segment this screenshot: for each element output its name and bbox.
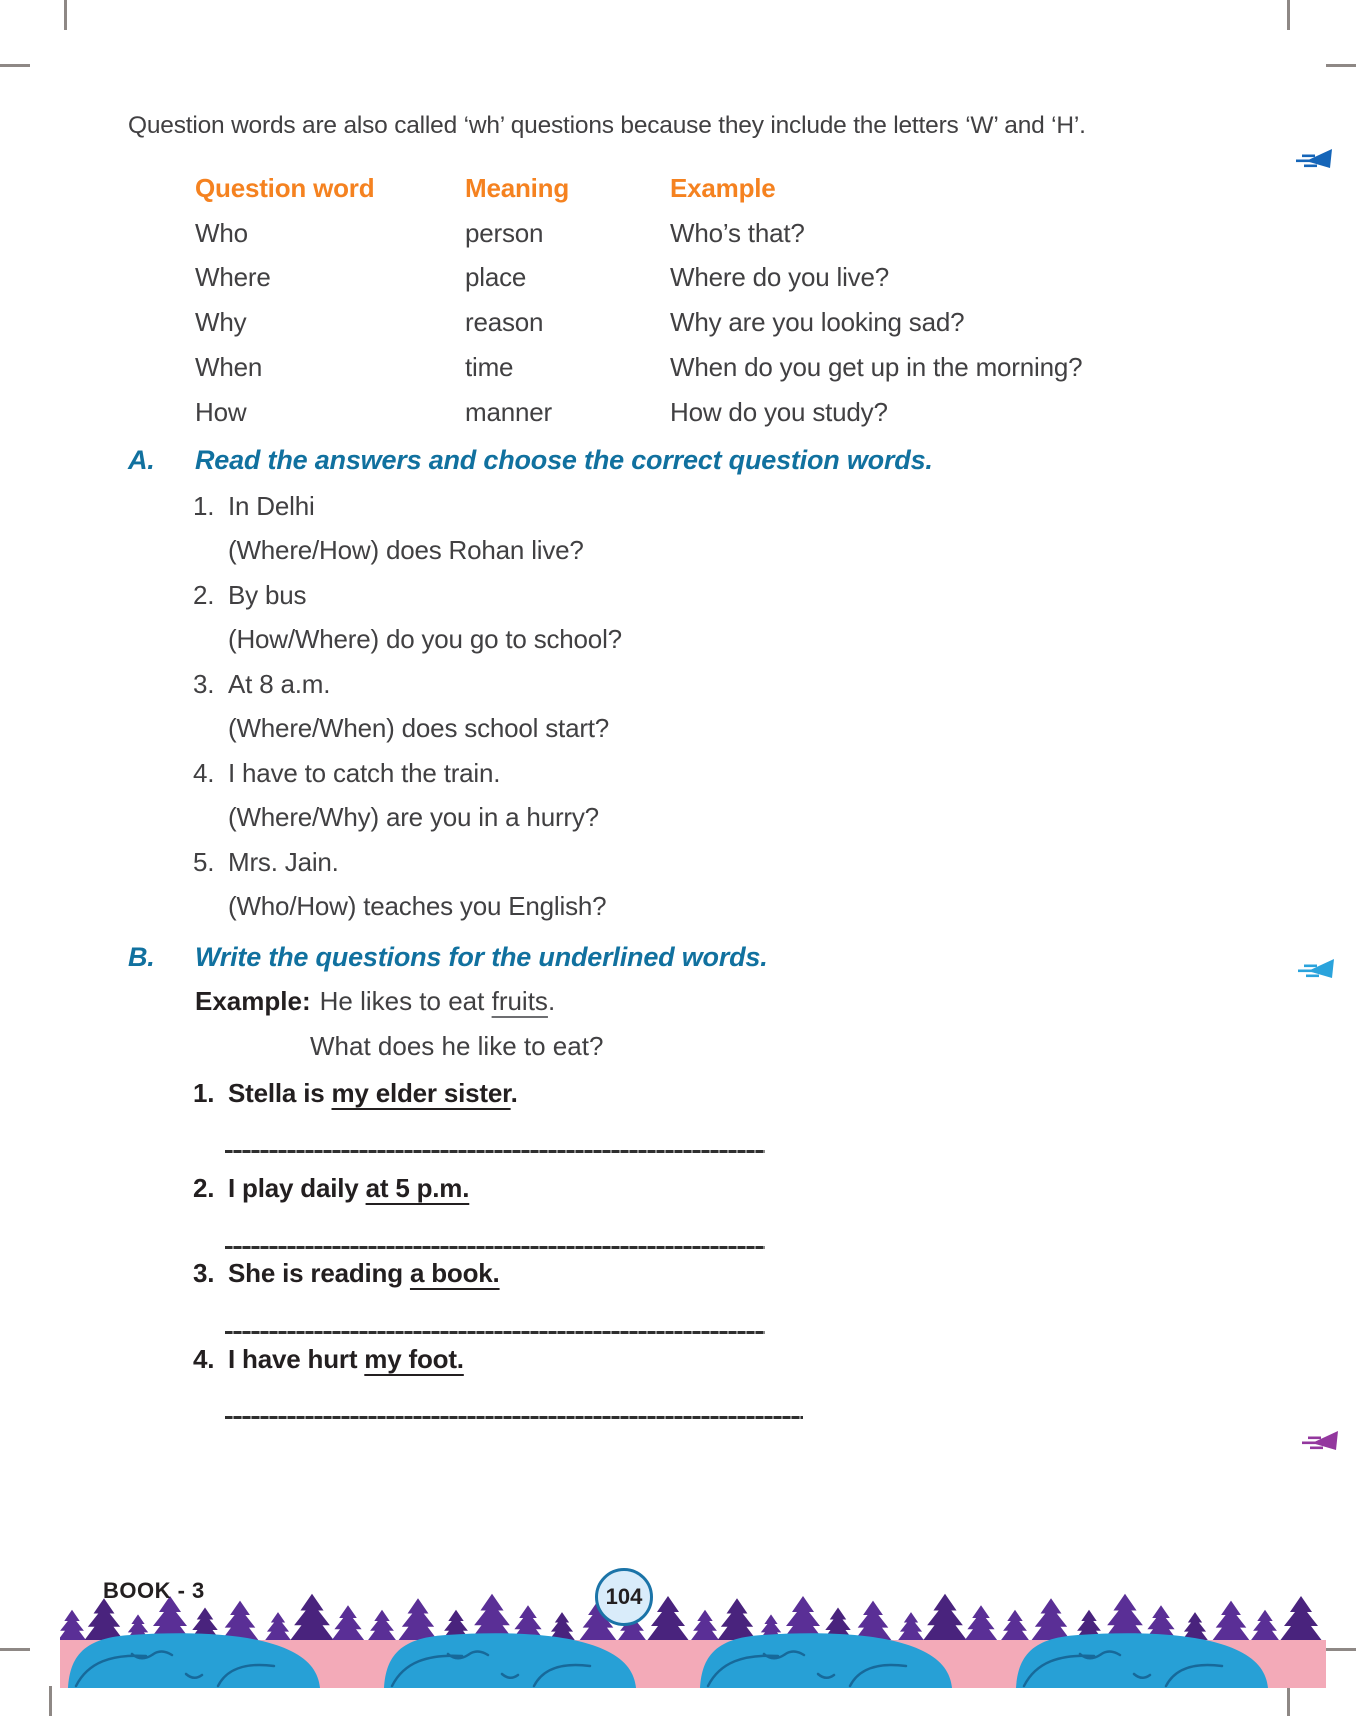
section-b-title: Write the questions for the underlined words. [195,942,768,972]
question-words-table [195,166,1270,435]
list-item-question [193,707,622,752]
table-cell: Why are you looking sad? [670,307,965,338]
list-item [193,484,622,529]
section-a-title: Read the answers and choose the correct question words. [195,445,933,475]
crop-mark [1326,1648,1356,1651]
footer-forest-river-illustration [60,1590,1326,1688]
item-question: (Who/How) teaches you English? [228,891,607,922]
item-answer: I have to catch the train. [228,757,501,788]
table-cell: When [195,352,263,383]
table-header-question-word: Question word [195,172,375,203]
table-cell: person [465,217,544,248]
underlined-word: at 5 p.m. [365,1173,470,1203]
table-cell: Who [195,217,248,248]
paper-dart-icon [1302,1430,1338,1452]
table-cell: Who’s that? [670,217,805,248]
item-question: (Where/Why) are you in a hurry? [228,802,599,833]
paper-dart-icon [1298,958,1334,980]
example-underlined-word: fruits [491,986,548,1016]
item-question: (Where/How) does Rohan live? [228,535,584,566]
list-item-question [193,529,622,574]
item-number: 4. [193,1344,215,1374]
item-number: 2. [193,579,215,610]
list-item [193,1344,464,1375]
item-sentence: I play daily at 5 p.m. [228,1173,470,1203]
table-cell: time [465,352,514,383]
list-item [193,1078,518,1109]
crop-mark [0,64,30,67]
table-header-meaning: Meaning [465,172,570,203]
item-answer: Mrs. Jain. [228,846,339,877]
table-cell: place [465,262,527,293]
list-item-question [193,885,622,930]
item-number: 3. [193,668,215,699]
item-number: 1. [193,490,215,521]
answer-blank-line[interactable] [225,1331,765,1334]
example-answer: What does he like to eat? [310,1031,604,1061]
item-sentence: I have hurt my foot. [228,1344,464,1374]
table-cell: Why [195,307,247,338]
example-pre: He likes to eat [319,986,492,1016]
list-item [193,751,622,796]
book-label: BOOK - 3 [103,1578,205,1603]
table-header-example: Example [670,172,776,203]
crop-mark [49,1686,52,1716]
item-question: (Where/When) does school start? [228,713,610,744]
item-number: 4. [193,757,215,788]
item-answer: In Delhi [228,490,315,521]
table-cell: reason [465,307,544,338]
list-item-question [193,796,622,841]
example-post: . [547,986,556,1016]
page-number-badge [595,1568,653,1626]
list-item [193,1173,469,1204]
underlined-word: my foot. [364,1344,464,1374]
table-cell: How [195,396,247,427]
table-cell: manner [465,396,552,427]
crop-mark [1326,64,1356,67]
table-cell: Where do you live? [670,262,889,293]
list-item [193,573,622,618]
underlined-word: my elder sister [331,1078,511,1108]
answer-blank-line[interactable] [225,1416,803,1419]
list-item [193,1258,500,1289]
list-item [193,840,622,885]
item-sentence: Stella is my elder sister. [228,1078,518,1108]
list-item [193,662,622,707]
item-number: 1. [193,1078,215,1108]
crop-mark [1287,1686,1290,1716]
table-cell: How do you study? [670,396,888,427]
list-item-question [193,618,622,663]
answer-blank-line[interactable] [225,1150,765,1153]
section-b-heading [128,942,768,973]
paper-dart-icon [1296,148,1332,170]
item-answer: At 8 a.m. [228,668,331,699]
section-a-list [193,484,622,929]
underlined-word: a book. [409,1258,500,1288]
item-question: (How/Where) do you go to school? [228,624,622,655]
page-number: 104 [605,1584,643,1609]
example-label: Example: [195,986,311,1016]
item-number: 5. [193,846,215,877]
crop-mark [1287,0,1290,30]
table-cell: When do you get up in the morning? [670,352,1083,383]
item-number: 2. [193,1173,215,1203]
example-sentence [195,986,555,1017]
section-a-heading [128,445,933,476]
section-b-letter: B. [128,942,155,972]
item-number: 3. [193,1258,215,1288]
intro-text: Question words are also called ‘wh’ questions because they include the letters ‘W’ and ‘H’. [128,112,1086,139]
table-cell: Where [195,262,271,293]
item-sentence: She is reading a book. [228,1258,500,1288]
crop-mark [0,1648,30,1651]
section-a-letter: A. [128,445,155,475]
answer-blank-line[interactable] [225,1246,765,1249]
crop-mark [64,0,67,30]
item-answer: By bus [228,579,307,610]
